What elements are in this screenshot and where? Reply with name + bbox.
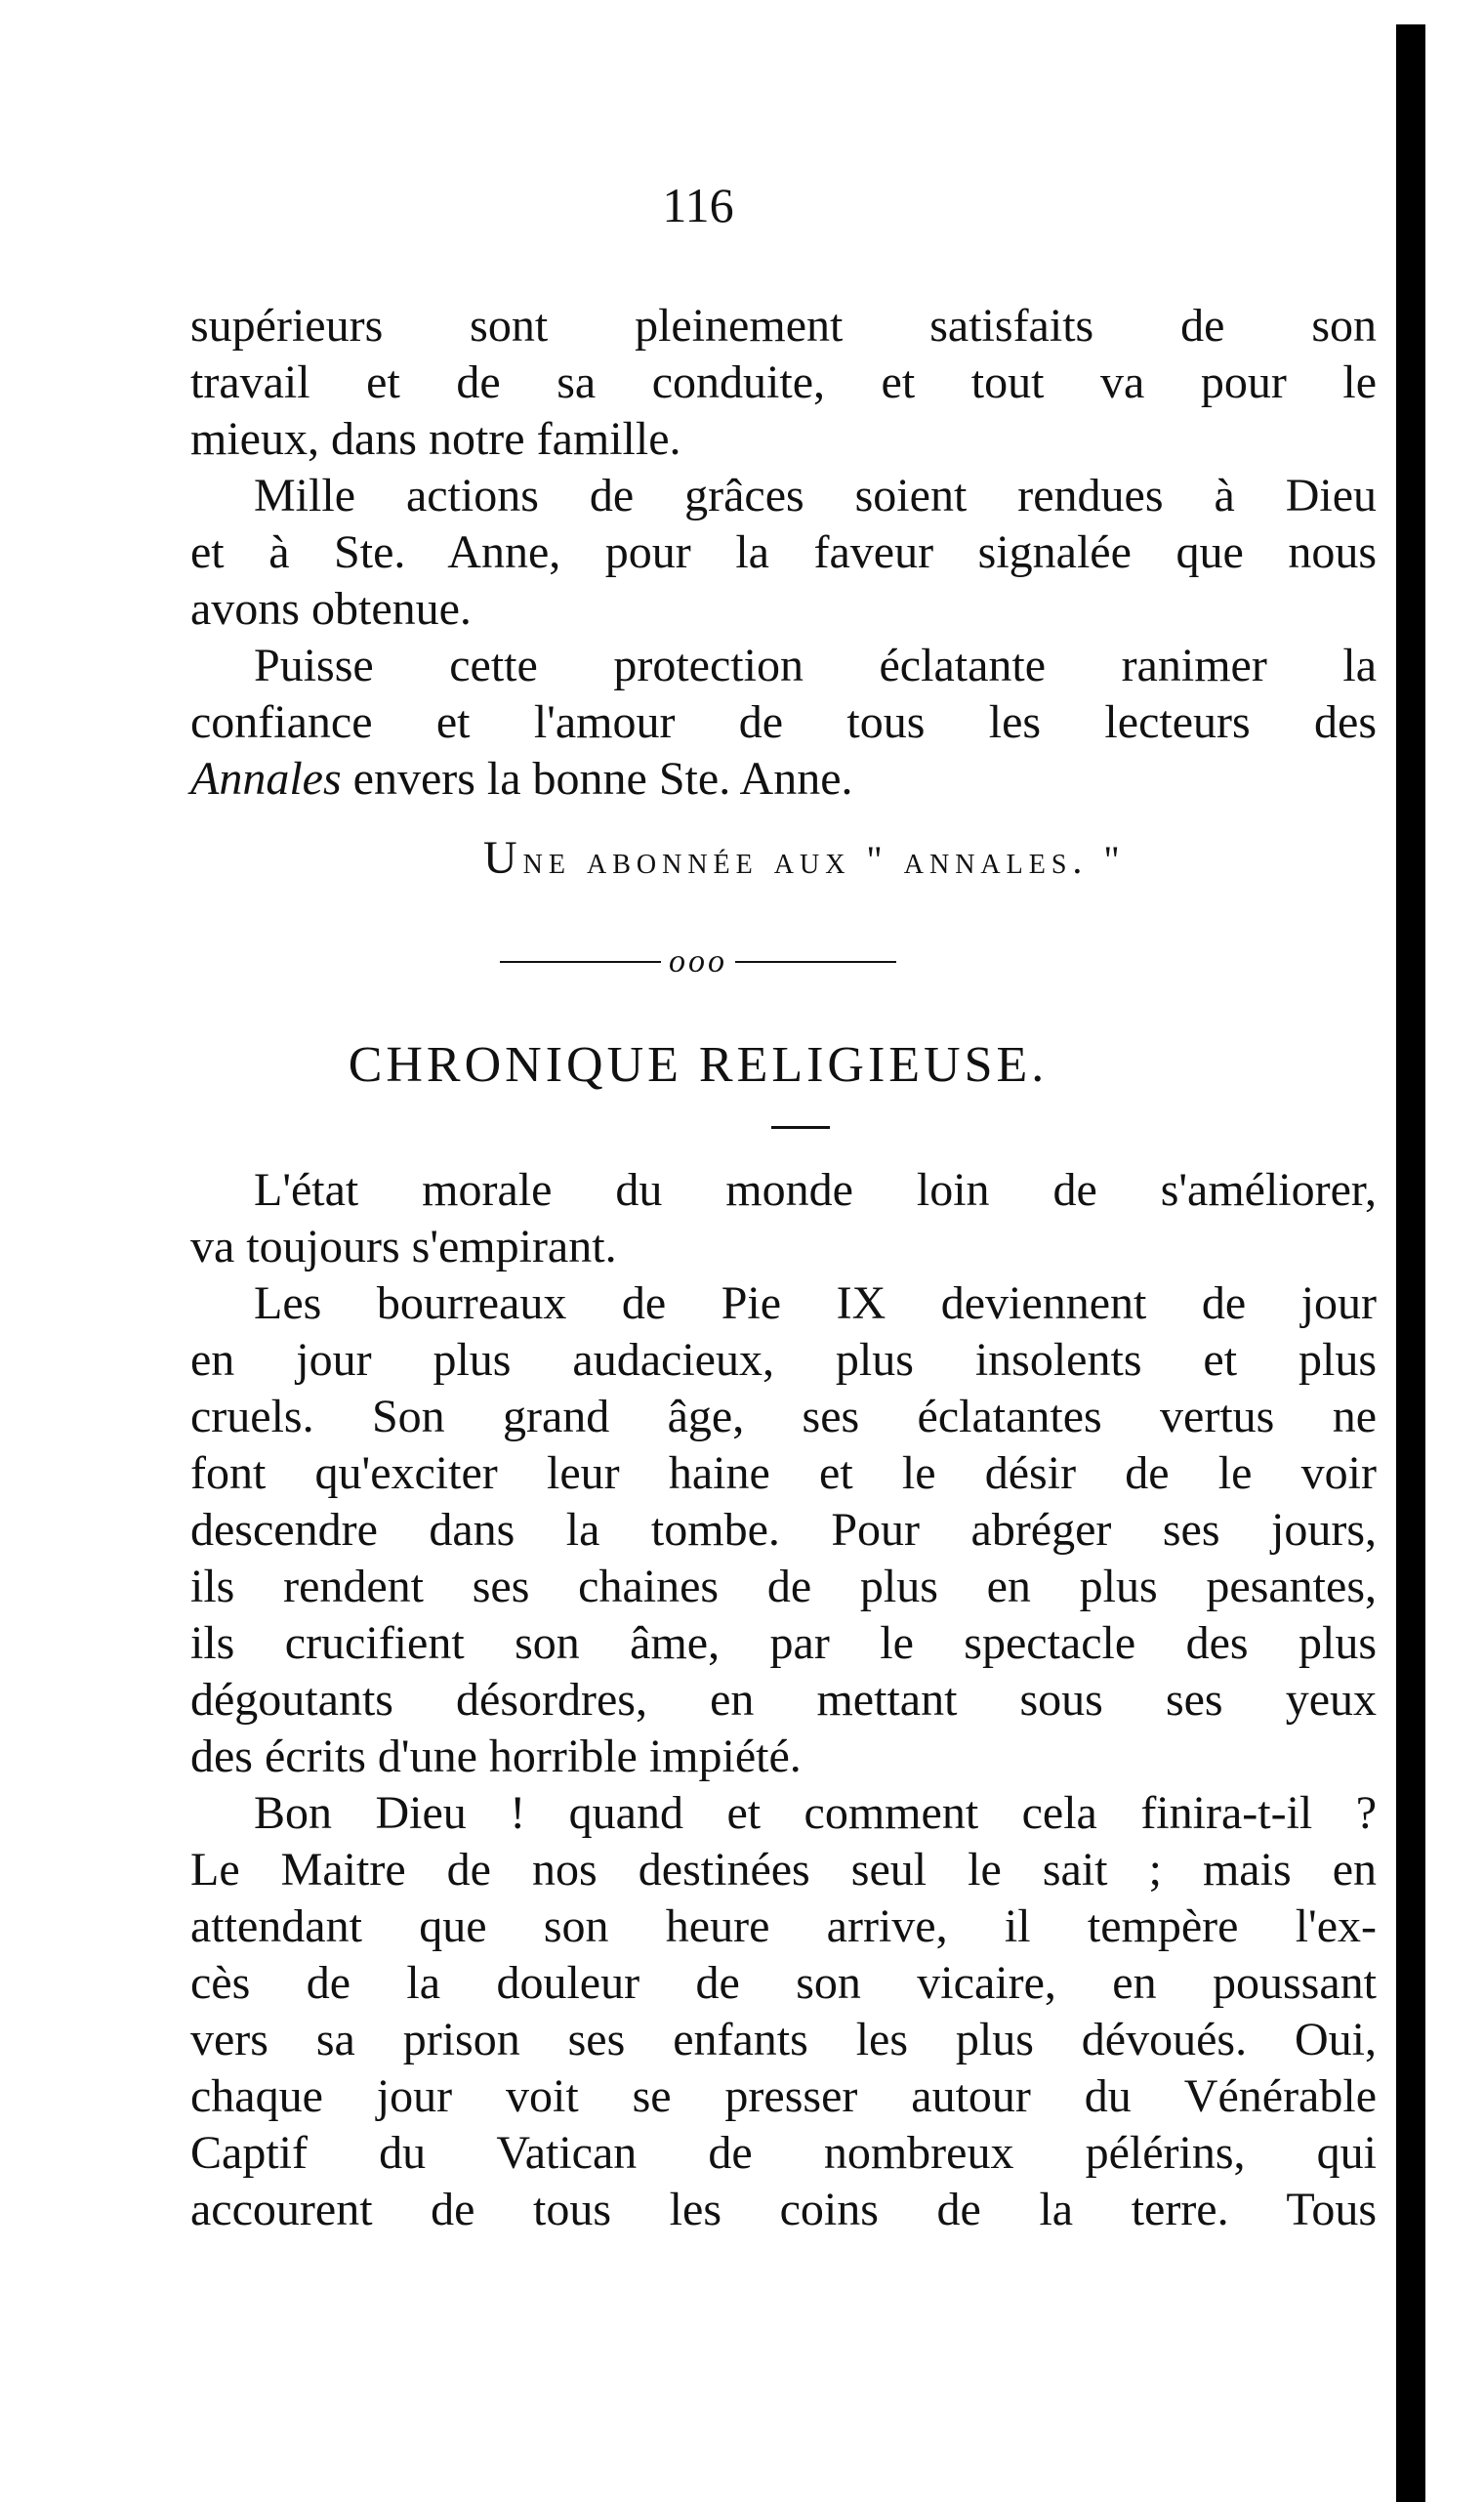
text-line: font qu'exciter leur haine et le désir de le voir [190,1447,1377,1499]
text-line: supérieurs sont pleinement satisfaits de son [190,300,1377,352]
text-line: Puisse cette protection éclatante ranimer la [254,640,1377,691]
text-line: Captif du Vatican de nombreux pélérins, qui [190,2127,1377,2179]
text-line: des écrits d'une horrible impiété. [190,1731,802,1782]
text-fragment: envers la bonne Ste. Anne. [341,753,853,805]
text-line: chaque jour voit se presser autour du Vénérable [190,2070,1377,2122]
text-line: en jour plus audacieux, plus insolents et plus [190,1334,1377,1386]
text-line: cruels. Son grand âge, ses éclatantes vertus ne [190,1391,1377,1442]
text-line: attendant que son heure arrive, il tempère l'ex- [190,1900,1377,1952]
text-line: va toujours s'empirant. [190,1221,617,1272]
section-heading: CHRONIQUE RELIGIEUSE. [348,1037,1049,1093]
text-line: Mille actions de grâces soient rendues à Dieu [254,470,1377,521]
text-line: travail et de sa conduite, et tout va pour le [190,356,1377,408]
page-number: 116 [662,178,734,232]
text-line: confiance et l'amour de tous les lecteurs des [190,696,1377,748]
annales-title: Annales [190,753,342,805]
page-edge-bar [1396,24,1425,2502]
text-line-annales [190,751,1377,808]
text-line: accourent de tous les coins de la terre. Tous [190,2184,1377,2235]
separator-rule-left [500,961,661,963]
text-line: dégoutants désordres, en mettant sous ses yeux [190,1674,1377,1726]
text-line: vers sa prison ses enfants les plus dévoués. Oui, [190,2014,1377,2065]
signature [190,830,1377,889]
signature-text: ne abonnée aux " annales. " [522,838,1126,882]
text-line: ils rendent ses chaines de plus en plus pesantes, [190,1561,1377,1612]
text-line: cès de la douleur de son vicaire, en poussant [190,1957,1377,2009]
separator-rule-right [735,961,896,963]
text-line: L'état morale du monde loin de s'améliorer, [254,1164,1377,1216]
signature-initial: U [483,832,523,884]
heading-rule [771,1126,830,1129]
text-line: Les bourreaux de Pie IX deviennent de jour [254,1277,1377,1329]
text-line: Le Maitre de nos destinées seul le sait ; mais en [190,1844,1377,1896]
text-line: et à Ste. Anne, pour la faveur signalée que nous [190,526,1377,578]
text-line: descendre dans la tombe. Pour abréger ses jours, [190,1504,1377,1556]
text-line: ils crucifient son âme, par le spectacle des plus [190,1617,1377,1669]
separator-mark: ooo [669,943,727,980]
text-line: mieux, dans notre famille. [190,413,681,465]
section-separator [0,938,1396,986]
text-line: avons obtenue. [190,583,472,635]
text-line: Bon Dieu ! quand et comment cela finira-t-il ? [254,1787,1377,1839]
